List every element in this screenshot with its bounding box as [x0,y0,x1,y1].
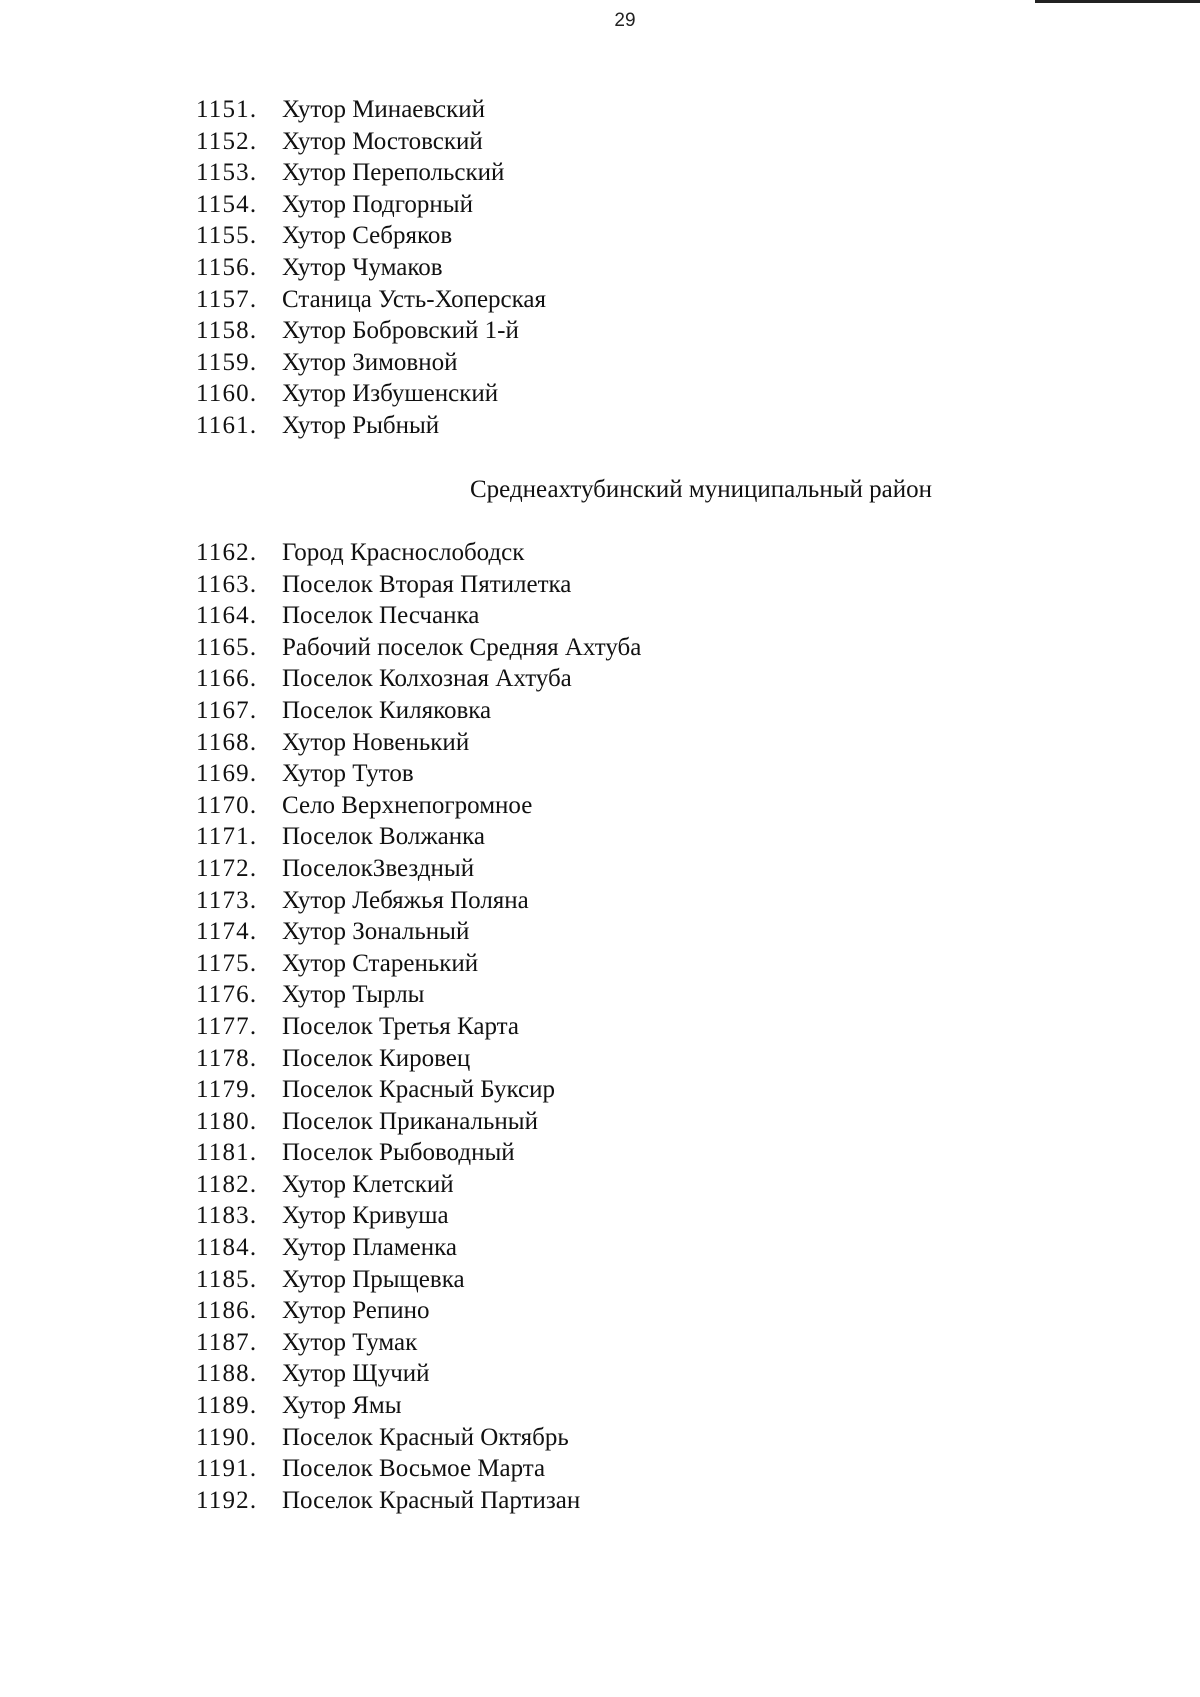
entry-number: 1181. [196,1139,258,1167]
list-item [196,157,546,189]
list-item [196,94,546,126]
entry-number: 1167. [196,696,258,724]
entry-name: Поселок Волжанка [282,823,485,851]
entry-number: 1159. [196,348,258,376]
entry-name: Хутор Подгорный [282,190,473,218]
list-item [196,252,546,284]
entry-number: 1176. [196,981,258,1009]
entry-name: Город Краснослободск [282,539,525,566]
list-item [196,1295,641,1327]
entry-name: Поселок Песчанка [282,602,480,630]
list-item [196,378,546,410]
entry-number: 1165. [196,633,258,661]
entry-name: Хутор Перепольский [282,159,505,187]
list-item [196,916,641,948]
list-item [196,126,546,158]
list-item [196,853,641,885]
settlement-list-sredneakhtubinsky [196,537,641,1516]
list-item [196,1169,641,1201]
entry-number: 1190. [196,1423,258,1451]
entry-name: Хутор Старенький [282,949,479,977]
entry-name: Хутор Рыбный [282,411,440,439]
entry-number: 1187. [196,1328,258,1356]
entry-name: Поселок Кировец [282,1044,471,1072]
entry-number: 1162. [196,539,258,566]
entry-number: 1179. [196,1076,258,1104]
entry-number: 1189. [196,1392,258,1420]
list-item [196,1106,641,1138]
list-item [196,948,641,980]
list-item [196,727,641,759]
entry-number: 1186. [196,1297,258,1325]
list-item [196,758,641,790]
entry-name: Хутор Избушенский [282,380,499,408]
entry-name: Хутор Зональный [282,918,470,946]
entry-name: Хутор Себряков [282,222,453,250]
list-item [196,695,641,727]
page-number: 29 [614,10,636,31]
list-item [196,1043,641,1075]
entry-name: Поселок Рыбоводный [282,1139,515,1167]
list-item [196,979,641,1011]
entry-number: 1182. [196,1170,258,1198]
entry-name: Поселок Красный Партизан [282,1486,581,1514]
entry-name: Хутор Щучий [282,1360,430,1388]
entry-number: 1169. [196,760,258,788]
list-item [196,1485,641,1517]
entry-number: 1172. [196,854,258,882]
entry-number: 1173. [196,886,258,914]
list-item [196,600,641,632]
list-item [196,1011,641,1043]
list-item [196,569,641,601]
entry-number: 1188. [196,1360,258,1388]
entry-name: Хутор Минаевский [282,96,486,123]
list-item [196,410,546,442]
entry-number: 1185. [196,1265,258,1293]
list-item [196,347,546,379]
entry-name: Хутор Мостовский [282,127,483,155]
entry-name: Хутор Кривуша [282,1202,449,1230]
entry-name: Хутор Репино [282,1297,430,1325]
entry-number: 1177. [196,1012,258,1040]
settlement-list-continued [196,94,546,442]
entry-name: Хутор Клетский [282,1170,454,1198]
entry-number: 1161. [196,411,258,439]
entry-number: 1156. [196,253,258,281]
entry-name: Поселок Колхозная Ахтуба [282,665,572,693]
list-item [196,1422,641,1454]
entry-name: Хутор Пламенка [282,1234,457,1262]
entry-number: 1170. [196,791,258,819]
entry-number: 1157. [196,285,258,313]
entry-name: Рабочий поселок Средняя Ахтуба [282,633,642,661]
entry-number: 1192. [196,1486,258,1514]
entry-number: 1152. [196,127,258,155]
entry-name: Хутор Тутов [282,760,414,788]
list-item [196,1232,641,1264]
entry-number: 1160. [196,380,258,408]
entry-number: 1154. [196,190,258,218]
entry-name: Поселок Восьмое Марта [282,1455,546,1483]
entry-number: 1164. [196,602,258,630]
entry-number: 1175. [196,949,258,977]
scan-edge-mark [1035,0,1200,3]
list-item [196,1327,641,1359]
entry-name: Хутор Тырлы [282,981,425,1009]
entry-name: Поселок Киляковка [282,696,492,724]
entry-name: Станица Усть-Хоперская [282,285,547,313]
entry-number: 1174. [196,918,258,946]
entry-number: 1183. [196,1202,258,1230]
list-item [196,1453,641,1485]
list-item [196,537,641,569]
list-item [196,220,546,252]
list-item [196,284,546,316]
list-item [196,632,641,664]
list-item [196,1264,641,1296]
entry-name: Хутор Бобровский 1-й [282,317,519,345]
entry-number: 1178. [196,1044,258,1072]
list-item [196,885,641,917]
entry-number: 1180. [196,1107,258,1135]
entry-name: Хутор Чумаков [282,253,443,281]
list-item [196,790,641,822]
entry-name: Хутор Тумак [282,1328,418,1356]
section-heading: Среднеахтубинский муниципальный район [470,476,932,503]
entry-name: Хутор Прыщевка [282,1265,465,1293]
list-item [196,821,641,853]
entry-name: Хутор Новенький [282,728,470,756]
entry-number: 1163. [196,570,258,598]
entry-number: 1184. [196,1234,258,1262]
list-item [196,189,546,221]
entry-name: Хутор Ямы [282,1392,402,1420]
entry-name: Поселок Красный Октябрь [282,1423,569,1451]
entry-number: 1171. [196,823,258,851]
entry-number: 1151. [196,96,258,123]
entry-number: 1191. [196,1455,258,1483]
entry-number: 1158. [196,317,258,345]
entry-name: Поселок Приканальный [282,1107,538,1135]
entry-name: Село Верхнепогромное [282,791,533,819]
entry-number: 1168. [196,728,258,756]
list-item [196,1358,641,1390]
entry-name: Поселок Вторая Пятилетка [282,570,572,598]
list-item [196,1074,641,1106]
entry-name: ПоселокЗвездный [282,854,475,882]
list-item [196,1390,641,1422]
list-item [196,663,641,695]
list-item [196,1137,641,1169]
entry-number: 1166. [196,665,258,693]
entry-name: Хутор Зимовной [282,348,458,376]
entry-name: Поселок Красный Буксир [282,1076,555,1104]
list-item [196,315,546,347]
entry-number: 1153. [196,159,258,187]
list-item [196,1200,641,1232]
entry-number: 1155. [196,222,258,250]
entry-name: Поселок Третья Карта [282,1012,519,1040]
entry-name: Хутор Лебяжья Поляна [282,886,529,914]
